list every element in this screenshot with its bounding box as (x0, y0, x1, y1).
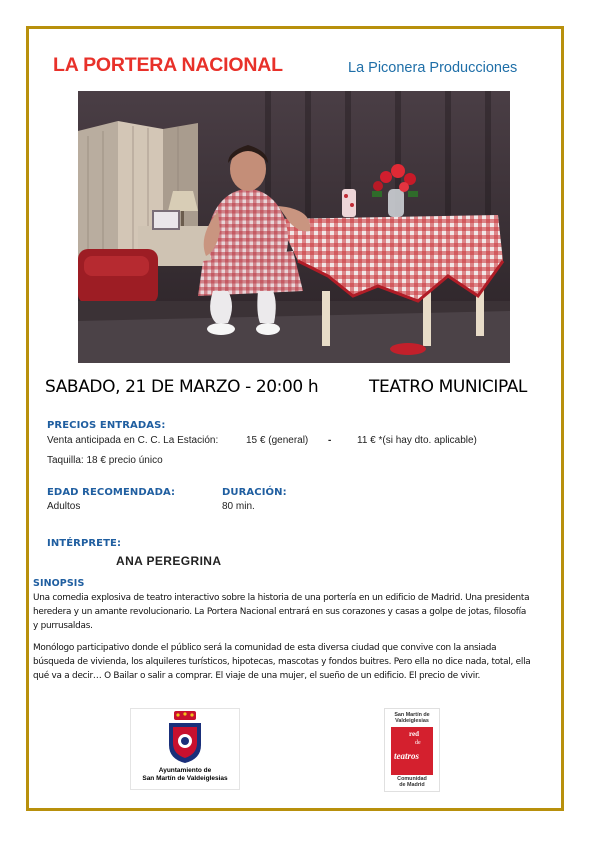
municipality-logo-line1: Ayuntamiento de (158, 767, 212, 774)
red-de-teatros-logo (384, 708, 440, 792)
age-value: Adultos (47, 501, 81, 512)
stage-photo (78, 91, 510, 363)
performer-name: ANA PEREGRINA (116, 554, 222, 568)
rdt-red-word: red (409, 730, 419, 738)
duration-label: DURACIÓN: (222, 487, 287, 498)
advance-sale-text: Venta anticipada en C. C. La Estación: (47, 435, 219, 446)
prices-label: PRECIOS ENTRADAS: (47, 420, 166, 431)
synopsis-line: y purrusaldas. (33, 621, 93, 631)
price-separator: - (328, 435, 332, 446)
synopsis-paragraph-2 (33, 641, 553, 683)
event-date-time: SABADO, 21 DE MARZO - 20:00 h (45, 377, 319, 397)
synopsis-line: búsqueda de vivienda, los alquileres turísticos, hipotecas, mascotas y fondos buitres. Pero ella no dice nada, total, ella (33, 657, 531, 667)
synopsis-line: Monólogo participativo donde el público será la comunidad de esta diversa ciudad que convive con la ansiada (33, 643, 497, 653)
rdt-de-word: de (415, 740, 421, 746)
discount-price: 11 € *(si hay dto. aplicable) (357, 435, 477, 446)
rdt-bottom-line2: de Madrid (399, 782, 425, 788)
synopsis-line: Una comedia explosiva de teatro interactivo sobre la historia de una portería en un edificio de Madrid. Una presidenta (33, 593, 530, 603)
producer-name: La Piconera Producciones (348, 60, 518, 76)
municipality-logo-line2: San Martín de Valdeiglesias (142, 775, 228, 782)
rdt-bottom-line1: Comunidad (397, 776, 427, 782)
synopsis-line: qué va a decir… O Bailar o salir a comprar. El viaje de una mujer, el sueño de un edificio. El precio de vivir. (33, 671, 481, 681)
rdt-top-line1: San Martín de (394, 712, 430, 718)
event-venue: TEATRO MUNICIPAL (369, 377, 528, 397)
rdt-red-block (391, 727, 433, 775)
box-office-price: Taquilla: 18 € precio único (47, 455, 163, 466)
synopsis-line: heredera y un amante revolucionario. La Portera Nacional entrará en sus corazones y casas a golpe de jotas, filosofía (33, 607, 527, 617)
municipality-logo (130, 708, 240, 790)
duration-value: 80 min. (222, 501, 255, 512)
coat-of-arms-icon (131, 709, 239, 765)
general-price: 15 € (general) (246, 435, 309, 446)
show-title: LA PORTERA NACIONAL (53, 54, 283, 76)
rdt-teatros-word: teatros (394, 751, 420, 761)
synopsis-paragraph-1 (33, 591, 553, 633)
rdt-top-line2: Valdeiglesias (395, 718, 429, 724)
performer-label: INTÉRPRETE: (47, 538, 122, 549)
age-label: EDAD RECOMENDADA: (47, 487, 176, 498)
synopsis-label: SINOPSIS (33, 578, 85, 589)
